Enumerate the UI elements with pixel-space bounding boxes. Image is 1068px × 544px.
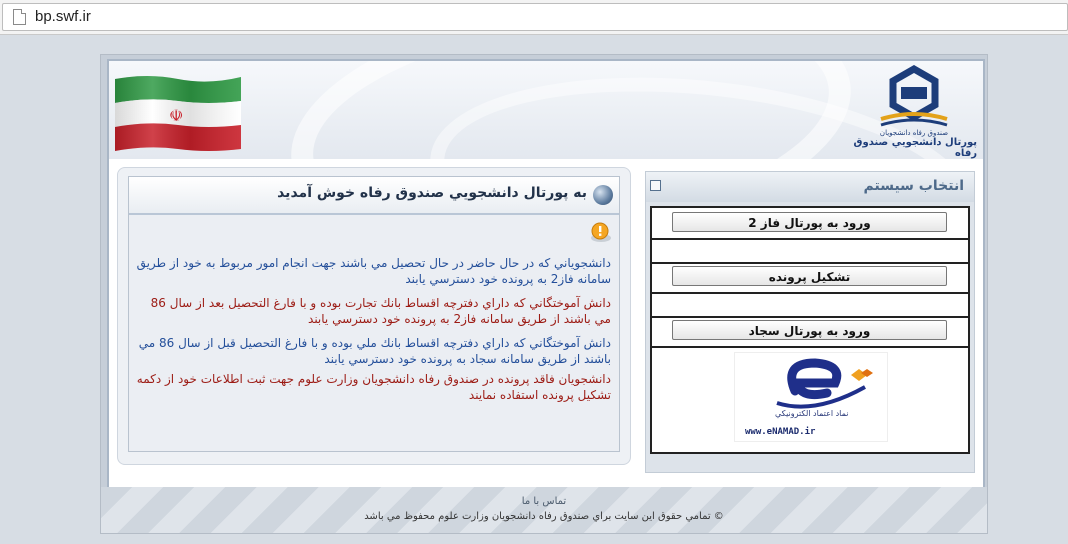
copyright-text: © تمامي حقوق اين سايت براي صندوق رفاه دانشجويان وزارت علوم محفوظ مي باشد [364,511,724,522]
swf-logo[interactable] [849,65,979,159]
browser-toolbar [0,0,1068,35]
welcome-box [128,176,620,452]
info-paragraph-1: دانشجوياني كه در حال حاضر در حال تحصيل مي باشند جهت انجام امور مربوط به خود از طريق سامانه فاز2 به پرونده خود دسترسي يابند [136,256,611,286]
welcome-panel [117,167,631,465]
system-panel [645,171,975,473]
page-title: به پورتال دانشجويي صندوق رفاه خوش آمديد [277,185,587,201]
svg-text:☫: ☫ [169,106,184,125]
sajjad-portal-button[interactable]: ورود به پورتال سجاد [672,320,947,340]
info-paragraph-2: دانش آموختگاني كه داراي دفترچه اقساط بانك تجارت بوده و با فارغ التحصيل بعد از سال 86 مي باشند از طريق سامانه فاز2 به پرونده خود دسترسي يابند [150,296,611,326]
info-bulb-icon [589,221,613,243]
enamad-badge[interactable] [734,352,888,442]
iran-flag-icon [113,73,243,153]
enamad-url: www.eNAMAD.ir [745,427,816,437]
svg-text:صندوق رفاه دانشجويان: صندوق رفاه دانشجويان [879,129,949,137]
site-footer [101,487,987,533]
swf-logo-icon [849,65,979,137]
url-text[interactable]: bp.swf.ir [35,8,91,25]
enamad-e-icon [735,353,887,413]
system-panel-header [646,172,974,202]
page-icon [13,9,26,25]
site-content [107,59,985,491]
globe-icon [593,185,613,205]
system-list [650,206,970,454]
phase2-portal-button[interactable]: ورود به پورتال فاز 2 [672,212,947,232]
site-frame [100,54,988,534]
system-panel-title: انتخاب سيستم [863,178,964,194]
info-paragraph-4: دانشجويان فاقد پرونده در صندوق رفاه دانشجويان وزارت علوم جهت ثبت اطلاعات خود از دكمه تشكيل پرونده استفاده نمايند [136,372,611,402]
address-bar[interactable] [2,3,1068,31]
site-header [109,61,983,159]
info-paragraph-3: دانش آموختگاني كه داراي دفترچه اقساط بانك ملي بوده و با فارغ التحصيل قبل از سال 86 مي باشند از طريق سامانه سجاد به پرونده خود دسترسي يابند [138,336,611,366]
enamad-caption: نماد اعتماد الكترونيكي [775,409,849,418]
logo-caption: پورتال دانشجويي صندوق رفاه [853,137,977,159]
create-file-button[interactable]: تشكيل پرونده [672,266,947,286]
minimize-icon[interactable] [650,180,661,191]
welcome-title-bar [129,177,619,215]
contact-link[interactable]: تماس با ما [521,496,567,507]
